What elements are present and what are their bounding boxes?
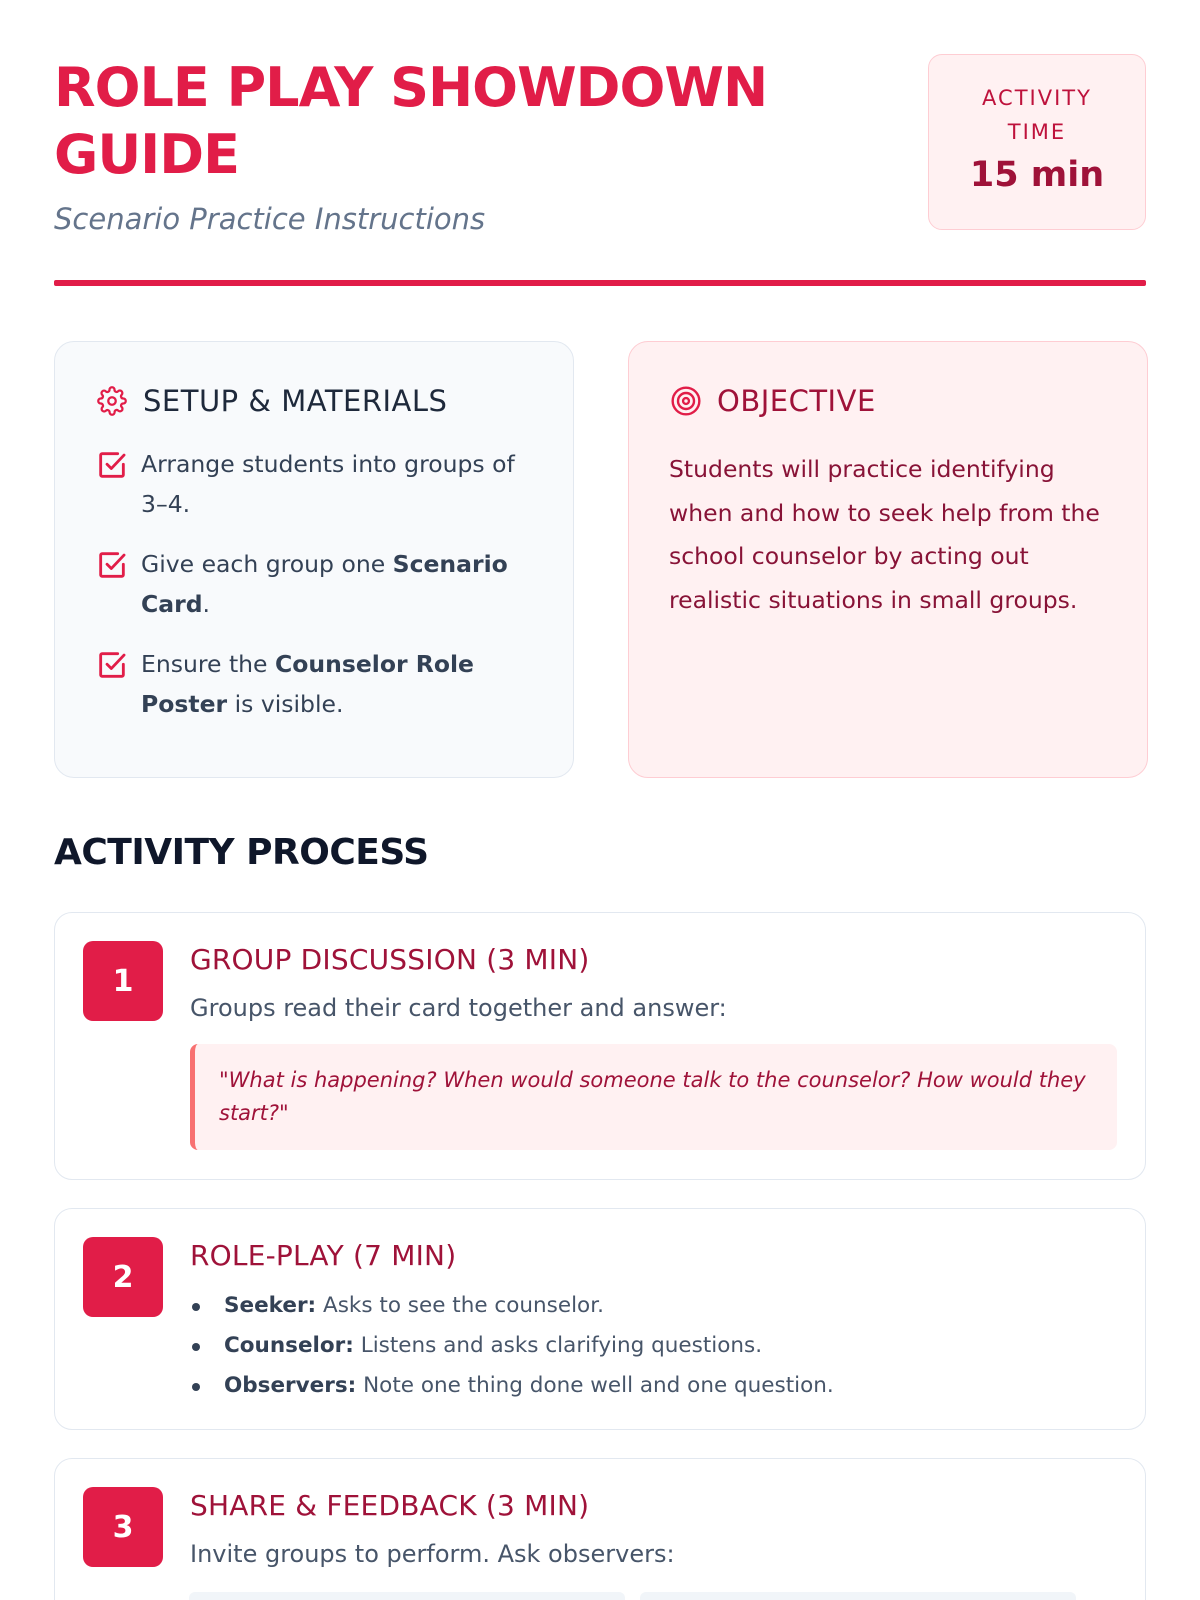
step-quote: "What is happening? When would someone talk to the counselor? How would they start?"	[190, 1044, 1117, 1150]
activity-time-label: ACTIVITY TIME	[982, 86, 1092, 144]
role-item: Seeker: Asks to see the counselor.	[190, 1286, 1117, 1326]
step-description: Invite groups to perform. Ask observers:	[190, 1540, 675, 1568]
step-card-2	[54, 1208, 1146, 1430]
step-title: GROUP DISCUSSION (3 MIN)	[190, 943, 590, 976]
feedback-box	[189, 1592, 625, 1600]
header-divider	[54, 280, 1146, 286]
setup-heading	[95, 384, 533, 418]
page-title: ROLE PLAY SHOWDOWN GUIDE	[54, 56, 768, 186]
role-item: Counselor: Listens and asks clarifying questions.	[190, 1326, 1117, 1366]
objective-heading	[669, 384, 1107, 418]
step-number: 1	[83, 941, 163, 1021]
checklist-item: Give each group one Scenario Card.	[95, 544, 533, 624]
step-card-1	[54, 912, 1146, 1180]
setup-checklist	[95, 444, 533, 724]
step-description: Groups read their card together and answer:	[190, 994, 727, 1022]
page-header	[54, 54, 1146, 236]
role-item: Observers: Note one thing done well and one question.	[190, 1366, 1117, 1406]
activity-time-value: 15 min	[969, 155, 1105, 195]
step-number: 2	[83, 1237, 163, 1317]
feedback-box	[640, 1592, 1076, 1600]
role-list	[190, 1286, 1117, 1406]
objective-text: Students will practice identifying when and how to seek help from the school counselor by acting out realistic situations in small groups.	[669, 455, 1100, 614]
step-number: 3	[83, 1487, 163, 1567]
gear-icon	[95, 384, 129, 418]
activity-time-box	[928, 54, 1146, 230]
checklist-item: Ensure the Counselor Role Poster is visible.	[95, 644, 533, 724]
setup-heading-text: SETUP & MATERIALS	[143, 384, 448, 418]
page-subtitle: Scenario Practice Instructions	[54, 202, 486, 236]
activity-process-heading: ACTIVITY PROCESS	[54, 832, 429, 873]
step-title: ROLE-PLAY (7 MIN)	[190, 1239, 457, 1272]
checkbox-icon	[95, 448, 129, 482]
checklist-item: Arrange students into groups of 3–4.	[95, 444, 533, 524]
step-card-3	[54, 1458, 1146, 1600]
target-icon	[669, 384, 703, 418]
step-title: SHARE & FEEDBACK (3 MIN)	[190, 1489, 590, 1522]
setup-card	[54, 341, 574, 778]
objective-heading-text: OBJECTIVE	[717, 384, 876, 418]
checkbox-icon	[95, 648, 129, 682]
checkbox-icon	[95, 548, 129, 582]
objective-card	[628, 341, 1148, 778]
